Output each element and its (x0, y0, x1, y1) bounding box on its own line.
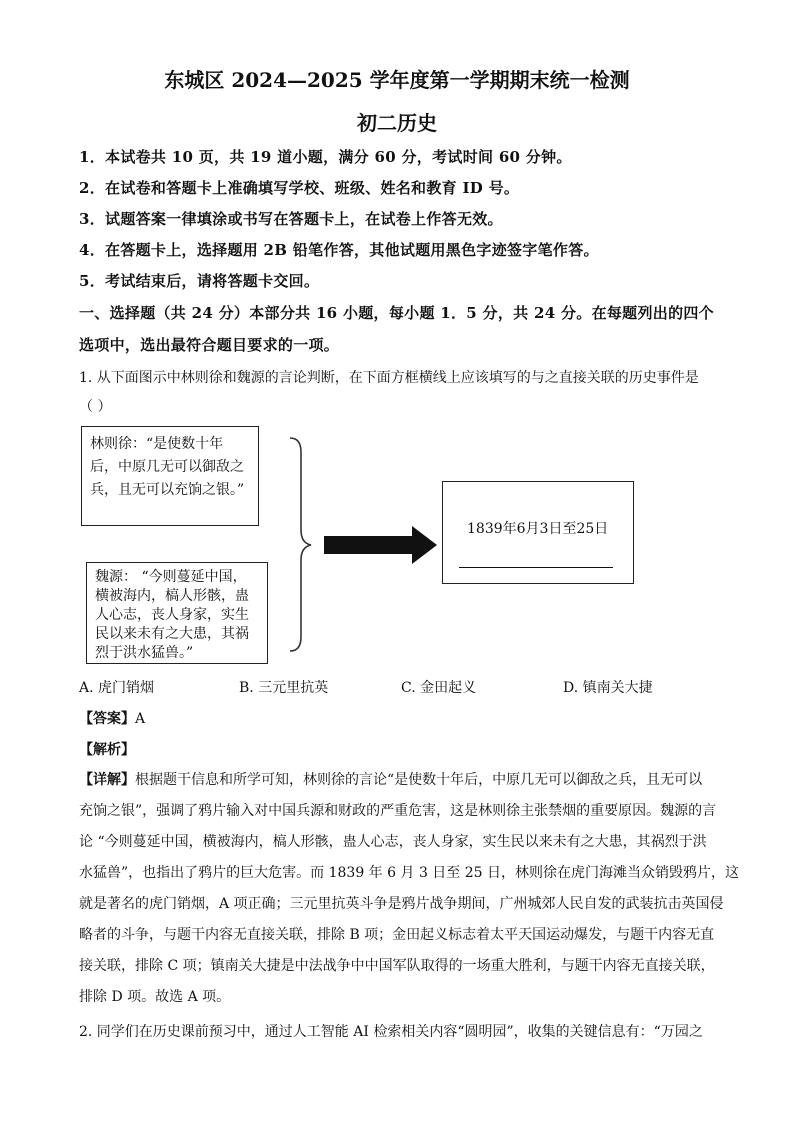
wei-yuan-quote-box (86, 562, 268, 664)
detail-line-6: 略者的斗争，与题干内容无直接关联，排除 B 项；金田起义标志着太平天国运动爆发，与题干内容无直 (79, 927, 715, 943)
option-c: C. 金田起义 (401, 680, 477, 696)
analysis-label: 【解析】 (79, 742, 135, 758)
q1-stem: 1. 从下面图示中林则徐和魏源的言论判断，在下面方框横线上应该填写的与之直接关联的历史事件是 (79, 370, 699, 386)
lin-zexu-quote-box (81, 426, 259, 526)
wei-yuan-quote: 魏源： “今则蔓延中国，横被海内，槁人形骸，蛊人心志，丧人身家，实生民以来未有之大患，其祸烈于洪水猛兽。” (95, 569, 249, 661)
detail-paragraph (79, 765, 740, 1013)
option-b: B. 三元里抗英 (239, 680, 329, 696)
event-answer-box (442, 481, 634, 584)
answer-blank-line (459, 567, 613, 568)
answer-value: A (135, 711, 146, 727)
event-date: 1839年6月3日至25日 (467, 521, 609, 537)
instruction-1: 1．本试卷共 10 页，共 19 道小题，满分 60 分，考试时间 60 分钟。 (79, 148, 572, 166)
curly-brace (290, 438, 311, 651)
section-heading-line2: 选项中，选出最符合题目要求的一项。 (79, 336, 340, 354)
detail-line-1 (79, 765, 719, 796)
detail-line-5: 就是著名的虎门销烟，A 项正确；三元里抗英斗争是鸦片战争期间，广州城郊人民自发的武装抗击英国侵 (79, 896, 724, 912)
detail-line-2: 充饷之银”，强调了鸦片输入对中国兵源和财政的严重危害，这是林则徐主张禁烟的重要原因。魏源的言 (79, 803, 717, 819)
q2-stem: 2. 同学们在历史课前预习中，通过人工智能 AI 检索相关内容“圆明园”，收集的关键信息有：“万园之 (79, 1024, 703, 1040)
answer-line (79, 708, 145, 728)
exam-title: 东城区 2024—2025 学年度第一学期期末统一检测 (164, 68, 630, 92)
option-a: A. 虎门销烟 (79, 680, 155, 696)
instruction-4: 4．在答题卡上，选择题用 2B 铅笔作答，其他试题用黑色字迹签字笔作答。 (79, 241, 599, 259)
detail-line-8: 排除 D 项。故选 A 项。 (79, 989, 231, 1005)
section-heading-line1: 一、选择题（共 24 分）本部分共 16 小题，每小题 1．5 分，共 24 分。在每题列出的四个 (79, 304, 714, 322)
detail-line-3: 论 “今则蔓延中国，横被海内，槁人形骸，蛊人心志，丧人身家，实生民以来未有之大患，其祸烈于洪 (79, 834, 707, 850)
right-arrow-icon (324, 526, 437, 564)
brace-and-arrow (270, 430, 450, 660)
instruction-5: 5．考试结束后，请将答题卡交回。 (79, 272, 320, 290)
exam-subject: 初二历史 (357, 111, 437, 135)
detail-label: 【详解】 (79, 772, 135, 788)
lin-zexu-quote: 林则徐：“是使数十年后，中原几无可以御敌之兵，且无可以充饷之银。” (90, 436, 245, 498)
detail-text-1: 根据题干信息和所学可知，林则徐的言论“是使数十年后，中原几无可以御敌之兵，且无可以 (135, 772, 703, 788)
option-d: D. 镇南关大捷 (563, 680, 653, 696)
instruction-3: 3．试题答案一律填涂或书写在答题卡上，在试卷上作答无效。 (79, 210, 503, 228)
detail-line-4: 水猛兽”，也指出了鸦片的巨大危害。而 1839 年 6 月 3 日至 25 日，林则徐在虎门海滩当众销毁鸦片，这 (79, 865, 740, 881)
answer-label: 【答案】 (79, 711, 135, 727)
q1-blank-parens: （ ） (79, 399, 112, 415)
instruction-2: 2．在试卷和答题卡上准确填写学校、班级、姓名和教育 ID 号。 (79, 179, 520, 197)
detail-line-7: 接关联，排除 C 项；镇南关大捷是中法战争中中国军队取得的一场重大胜利，与题干内容无直接关联， (79, 958, 715, 974)
